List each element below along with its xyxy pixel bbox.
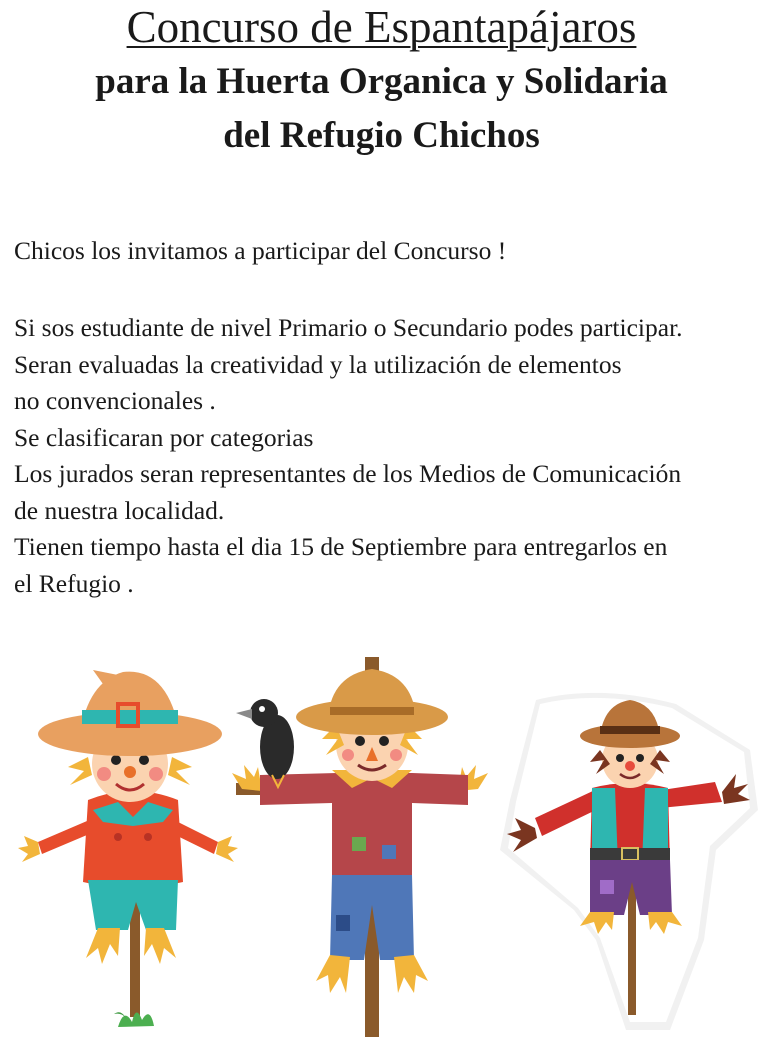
scarecrow-sticker-icon [500,690,758,1030]
detail-line: Si sos estudiante de nivel Primario o Secundario podes participar. [14,313,683,342]
detail-line: el Refugio . [14,568,134,598]
detail-line: Tienen tiempo hasta el dia 15 de Septiembre para entregarlos en [14,532,668,561]
detail-line: Los jurados seran representantes de los Medios de Comunicación [14,459,682,488]
contest-details [14,310,754,602]
intro-line: Chicos los invitamos a participar del Concurso ! [14,236,507,265]
detail-line: Seran evaluadas la creatividad y la utilización de elementos [14,349,622,379]
poster-subtitle-line1: para la Huerta Organica y Solidaria [95,61,668,102]
scarecrow-with-crow-icon [232,655,490,1040]
detail-line: no convencionales . [14,386,216,415]
scarecrow-orange-hat-icon [18,662,238,1037]
invitation-text [14,233,754,270]
poster-subtitle-line2: del Refugio Chichos [223,115,540,156]
poster-title: Concurso de Espantapájaros [126,2,637,52]
detail-line: Se clasificaran por categorias [14,422,314,452]
detail-line: de nuestra localidad. [14,495,225,525]
